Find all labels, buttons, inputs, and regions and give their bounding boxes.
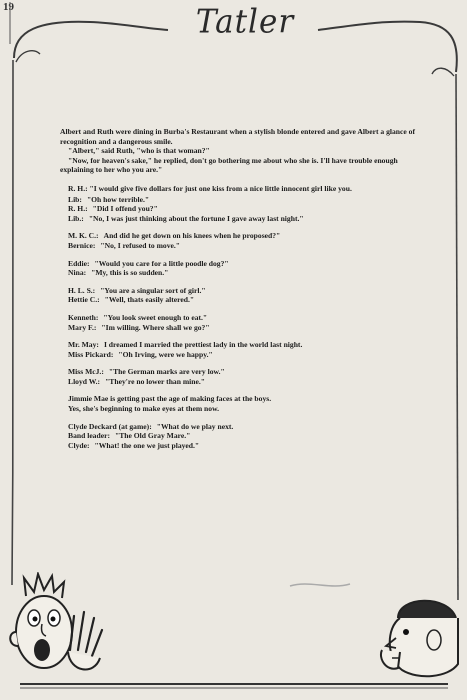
dialogue-line [68,295,430,305]
joke-block [68,313,430,332]
dialogue-line [68,204,430,214]
speaker: Mary F.: [68,322,97,332]
quote: Yes, she's beginning to make eyes at them now. [68,404,220,414]
rh-intro-line: R. H.: "I would give five dollars for just one kiss from a nice little innocent girl like you. [68,183,352,193]
quote: "The Old Gray Mare." [114,431,191,441]
joke-block [68,422,430,451]
article-content [60,127,430,458]
dialogue-line [68,286,430,296]
speaker: Mr. May: [68,340,99,350]
dialogue-line [68,350,430,360]
dialogue-line [68,441,430,451]
joke-block [68,286,430,305]
speaker: Eddie: [68,258,90,268]
quote: "You are a singular sort of girl." [100,285,206,295]
speaker: Clyde Deckard (at game): [68,421,152,431]
speaker: R. H.: [68,204,88,214]
speaker: Lib: [68,194,82,204]
quote: "Oh how terrible." [86,194,150,204]
quote: "You look sweet enough to eat." [103,312,208,322]
quote: Jimmie Mae is getting past the age of making faces at the boys. [68,394,272,404]
dialogue-line [68,431,430,441]
quote: "Im willing. Where shall we go?" [101,322,210,332]
joke-block [68,259,430,278]
dialogue-line [68,422,430,432]
dialogue-line [68,313,430,323]
intro-paragraph [60,127,430,175]
rh-joke [60,184,430,194]
page-number: 19 [3,1,14,13]
joke-block [68,367,430,386]
speaker: Lloyd W.: [68,376,101,386]
whispering-face-illustration [378,588,462,684]
speaker: Bernice: [68,240,96,250]
dialogue-line [68,323,430,333]
speaker: M. K. C.: [68,231,99,241]
speaker: H. L. S.: [68,285,96,295]
quote: And did he get down on his knees when he proposed?" [103,231,281,241]
quote: I dreamed I married the prettiest lady in the world last night. [103,340,303,350]
quote: "No, I was just thinking about the fortune I gave away last night." [88,213,304,223]
speaker: Band leader: [68,431,110,441]
dialogue-line [68,268,430,278]
speaker: Clyde: [68,440,90,450]
quote: "Did I offend you?" [92,204,158,214]
dialogue-line [68,214,430,224]
speaker: Hettie C.: [68,295,100,305]
dialogue-line [68,231,430,241]
dialogue-line [68,340,430,350]
joke-block [68,394,430,413]
intro-line: "Albert," said Ruth, "who is that woman?" [68,146,210,156]
dialogue-line [68,394,430,404]
joke-block [68,231,430,250]
intro-line: Albert and Ruth were dining in Burba's Restaurant when a stylish blonde entered and gave Albert a glance of recognition and a dangerous smile. [60,127,415,146]
rh-dialogue [68,195,430,224]
speaker: Miss Pickard: [68,349,114,359]
quote: "The German marks are very low." [108,367,225,377]
masthead-title: Tatler [195,3,295,41]
dialogue-line [68,404,430,414]
dialogue-line [68,377,430,387]
surprised-face-illustration [4,572,116,684]
speaker: Kenneth: [68,312,99,322]
quote: "No, I refused to move." [100,240,181,250]
quote: "Well, thats easily altered." [104,295,195,305]
speaker: Lib.: [68,213,84,223]
quote: "Oh Irving, were we happy." [118,349,213,359]
quote: "What! the one we just played." [94,440,200,450]
dialogue-line [68,259,430,269]
speaker: Nina: [68,268,87,278]
intro-line: "Now, for heaven's sake," he replied, don't go bothering me about who she is. I'll have trouble enough explaining to her who you are." [60,155,398,175]
speaker: Miss McJ.: [68,367,104,377]
quote: "Would you care for a little poodle dog?" [94,258,229,268]
dialogue-line [68,241,430,251]
quote: "They're no lower than mine." [105,376,205,386]
dialogue-line [68,367,430,377]
quote: "What do we play next. [156,421,234,431]
quote: "My, this is so sudden." [91,268,169,278]
joke-block [68,340,430,359]
dialogue-line [68,195,430,205]
